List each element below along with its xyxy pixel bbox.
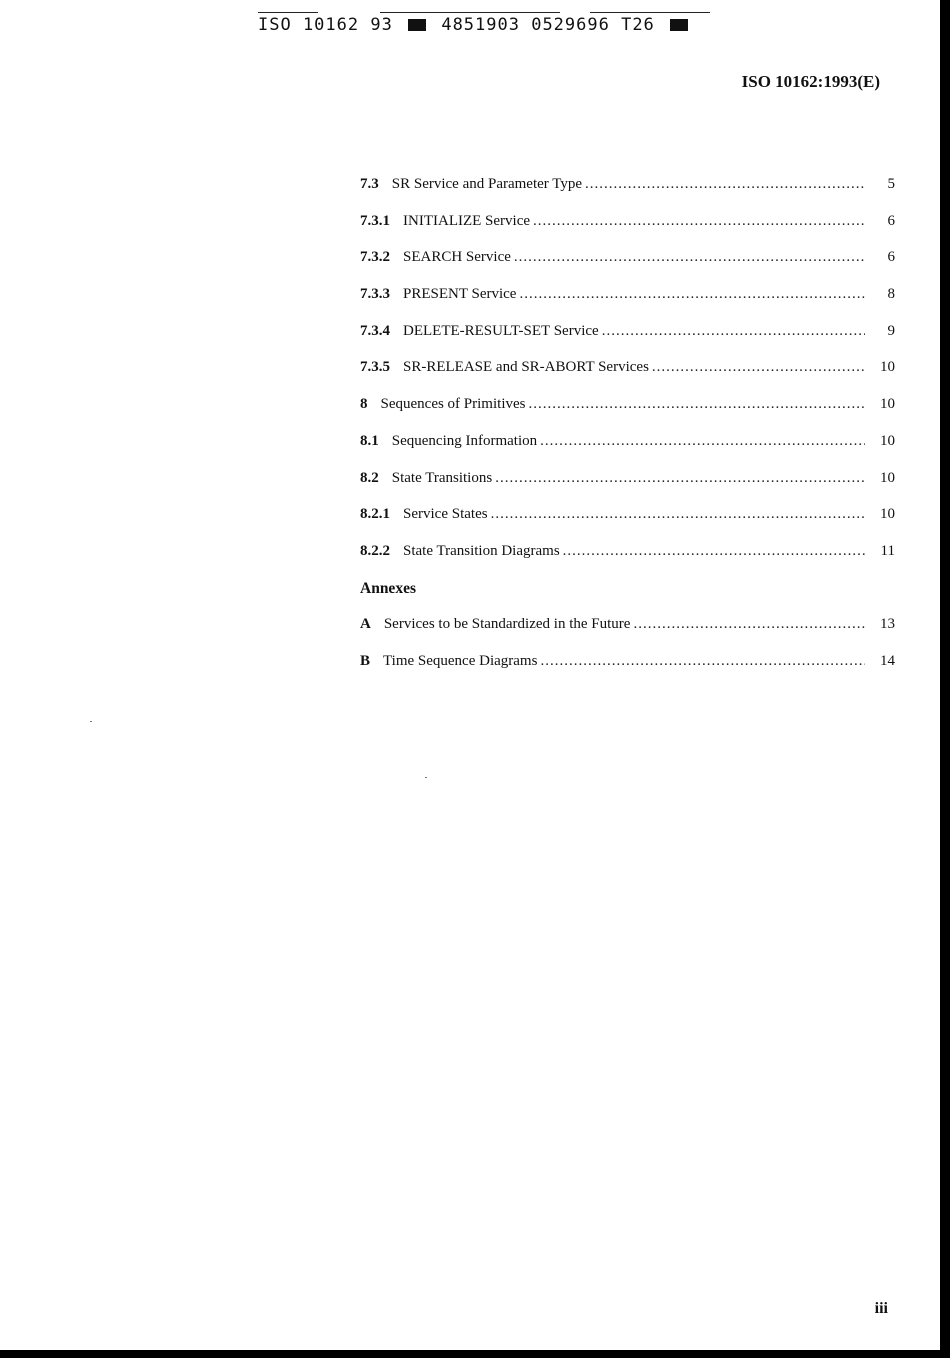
dot-leader (491, 506, 865, 523)
page-number: iii (874, 1300, 888, 1317)
toc-entry[interactable] (360, 433, 895, 470)
toc-entry[interactable] (360, 396, 895, 433)
toc-page: 10 (880, 469, 895, 486)
dot-leader (652, 359, 865, 376)
toc-page: 10 (880, 506, 895, 523)
toc-number: 7.3.3 (360, 286, 390, 303)
scan-rule (258, 12, 318, 13)
dot-leader (540, 653, 865, 670)
dot-leader (602, 323, 865, 340)
toc-title: SR-RELEASE and SR-ABORT Services (403, 359, 649, 376)
dot-leader (633, 616, 865, 633)
toc-title: DELETE-RESULT-SET Service (403, 322, 599, 339)
toc-number: 8.1 (360, 432, 379, 449)
toc-title: PRESENT Service (403, 286, 517, 303)
toc-entry[interactable] (360, 470, 895, 507)
document-id: ISO 10162:1993(E) (741, 72, 880, 91)
toc-page: 8 (887, 286, 895, 303)
scan-header-barcode: 4851903 0529696 T26 (441, 15, 655, 35)
toc-entry[interactable] (360, 506, 895, 543)
table-of-contents (360, 176, 895, 690)
toc-page: 10 (880, 359, 895, 376)
toc-entry[interactable] (360, 286, 895, 323)
dot-leader (519, 286, 865, 303)
toc-entry[interactable] (360, 543, 895, 580)
toc-title: INITIALIZE Service (403, 212, 531, 229)
scan-header-code: ISO 10162 93 (258, 15, 393, 35)
toc-entry-annex[interactable] (360, 616, 895, 653)
toc-title: State Transitions (391, 469, 493, 486)
dot-leader (495, 470, 865, 487)
toc-number: 7.3.4 (360, 322, 390, 339)
toc-page: 10 (880, 432, 895, 449)
toc-number: B (360, 652, 371, 669)
redaction-block (408, 19, 426, 31)
dot-leader (514, 249, 865, 266)
toc-page: 6 (887, 249, 895, 266)
toc-number: 7.3.5 (360, 359, 390, 376)
toc-entry[interactable] (360, 323, 895, 360)
toc-number: 7.3.1 (360, 212, 390, 229)
toc-title: Sequencing Information (391, 432, 538, 449)
scan-speck (90, 721, 92, 722)
toc-page: 13 (880, 616, 895, 633)
toc-title: Time Sequence Diagrams (383, 652, 538, 669)
scan-speck (425, 777, 427, 778)
toc-title: Sequences of Primitives (380, 396, 526, 413)
dot-leader (563, 543, 865, 560)
toc-number: 8.2.2 (360, 542, 390, 559)
toc-page: 14 (880, 652, 895, 669)
toc-title: State Transition Diagrams (403, 542, 560, 559)
toc-entry[interactable] (360, 213, 895, 250)
dot-leader (540, 433, 865, 450)
toc-page: 10 (880, 396, 895, 413)
dot-leader (585, 176, 865, 193)
toc-entry[interactable] (360, 176, 895, 213)
dot-leader (533, 213, 865, 230)
toc-number: 7.3 (360, 176, 379, 192)
toc-entry[interactable] (360, 359, 895, 396)
dot-leader (528, 396, 865, 413)
redaction-block (670, 19, 688, 31)
toc-number: 8.2.1 (360, 506, 390, 523)
scan-header (258, 15, 710, 35)
toc-number: 8 (360, 396, 368, 413)
toc-title: Services to be Standardized in the Future (383, 616, 631, 633)
toc-number: 7.3.2 (360, 249, 390, 266)
toc-title: SR Service and Parameter Type (391, 176, 583, 192)
toc-page: 11 (880, 542, 895, 559)
toc-page: 5 (887, 176, 895, 192)
toc-entry-annex[interactable] (360, 653, 895, 690)
scan-rule (590, 12, 710, 13)
toc-entry[interactable] (360, 249, 895, 286)
toc-number: A (360, 616, 371, 633)
toc-title: SEARCH Service (403, 249, 511, 266)
toc-page: 9 (887, 322, 895, 339)
toc-number: 8.2 (360, 469, 379, 486)
toc-page: 6 (887, 212, 895, 229)
scan-rule (380, 12, 560, 13)
annexes-heading: Annexes (360, 579, 416, 597)
toc-title: Service States (403, 506, 488, 523)
